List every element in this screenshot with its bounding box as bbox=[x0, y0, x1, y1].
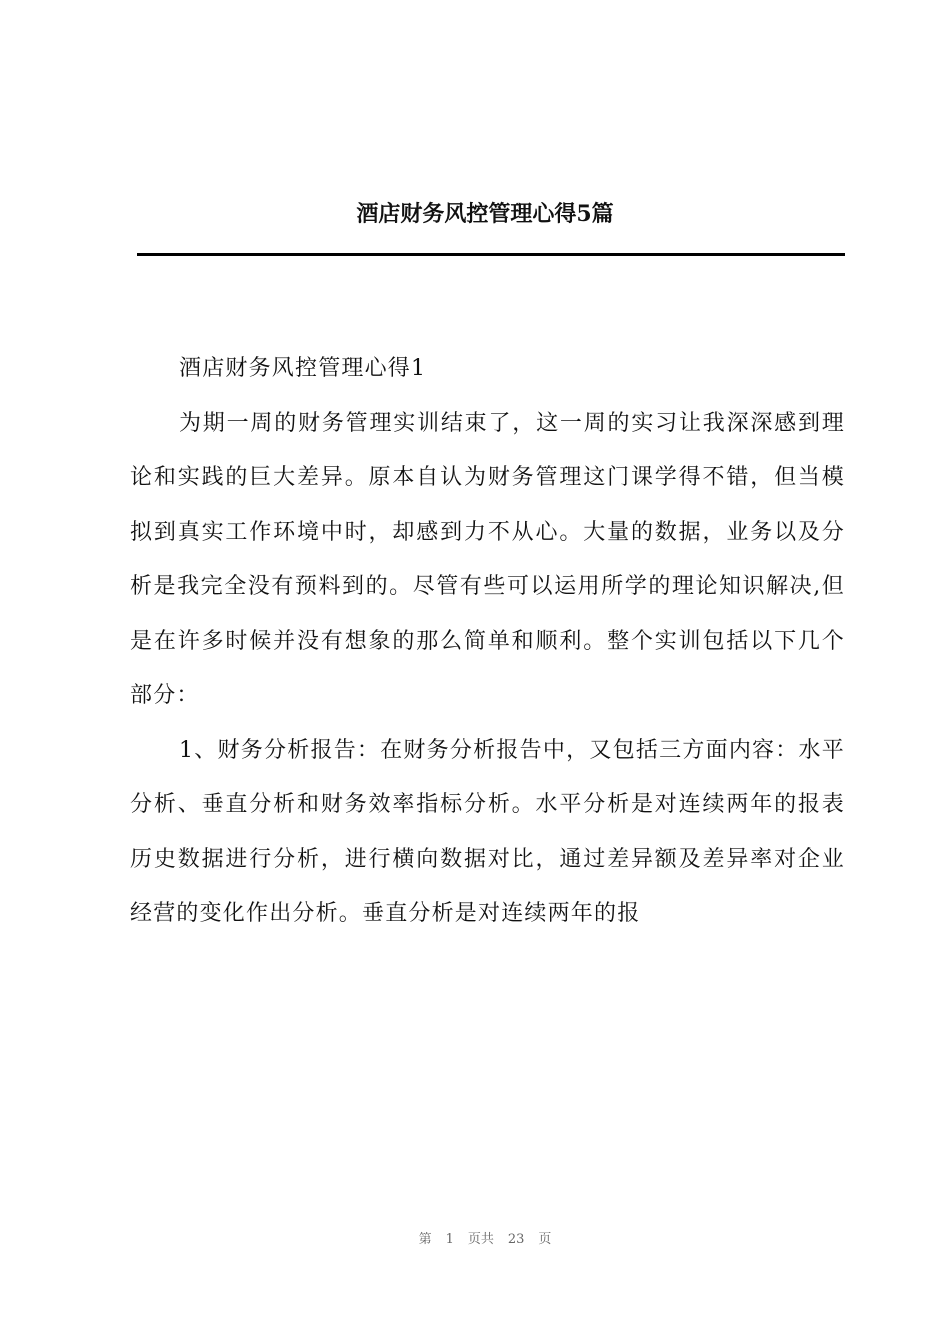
body-paragraph: 1、财务分析报告：在财务分析报告中，又包括三方面内容：水平分析、垂直分析和财务效率指标分析。水平分析是对连续两年的报表历史数据进行分析，进行横向数据对比，通过差异额及差异率对企业经营的变化作出分析。垂直分析是对连续两年的报 bbox=[130, 737, 845, 926]
footer-page-end-label: 页 bbox=[538, 1232, 552, 1247]
section-heading: 酒店财务风控管理心得1 bbox=[179, 356, 427, 381]
document-title: 酒店财务风控管理心得5篇 bbox=[356, 201, 614, 227]
document-body bbox=[130, 342, 845, 942]
footer-current-page: 1 bbox=[445, 1232, 454, 1247]
title-underline bbox=[137, 253, 845, 256]
footer-page-label: 第 bbox=[418, 1232, 432, 1247]
footer-total-pages: 23 bbox=[507, 1232, 525, 1247]
body-paragraph: 为期一周的财务管理实训结束了，这一周的实习让我深深感到理论和实践的巨大差异。原本自认为财务管理这门课学得不错，但当模拟到真实工作环境中时，却感到力不从心。大量的数据，业务以及分析是我完全没有预料到的。尽管有些可以运用所学的理论知识解决,但是在许多时候并没有想象的那么简单和顺利。整个实训包括以下几个部分： bbox=[130, 410, 845, 708]
footer-of-label: 页共 bbox=[467, 1232, 494, 1247]
page-footer bbox=[0, 1230, 950, 1250]
